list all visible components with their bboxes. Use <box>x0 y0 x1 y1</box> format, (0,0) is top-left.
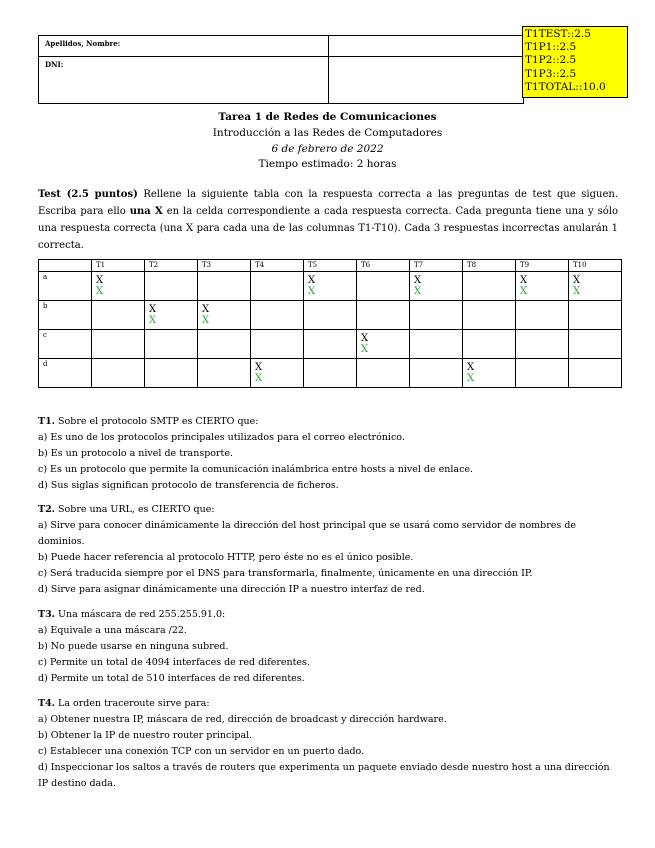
question-stem: Sobre una URL, es CIERTO que: <box>55 504 215 515</box>
correct-mark: X <box>467 373 475 384</box>
score-p1: T1P1::2.5 <box>525 41 577 54</box>
column-header: T10 <box>569 260 622 272</box>
dni-label: DNI: <box>39 57 329 104</box>
answer-cell[interactable] <box>410 272 463 301</box>
option-b: b) No puede usarse en ninguna subred. <box>38 641 229 652</box>
estimated-time: Tiempo estimado: 2 horas <box>258 158 397 170</box>
column-header: T3 <box>198 260 251 272</box>
document-subtitle: Introducción a las Redes de Computadores <box>212 127 443 139</box>
answer-mark: X <box>467 362 475 373</box>
document-title: Tarea 1 de Redes de Comunicaciones <box>218 111 437 123</box>
correct-mark: X <box>414 286 422 297</box>
answer-cell[interactable] <box>357 272 410 301</box>
answer-cell[interactable] <box>463 301 516 330</box>
answer-cell[interactable] <box>516 359 569 388</box>
answer-mark: X <box>520 275 528 286</box>
answer-cell[interactable] <box>304 272 357 301</box>
answer-cell[interactable] <box>463 272 516 301</box>
score-test: T1TEST::2.5 <box>525 28 591 40</box>
instructions-part1: Rellene la siguiente tabla con la respuesta correcta a las preguntas de test que siguen. Escriba para ello <box>38 189 618 217</box>
option-d: d) Sirve para asignar dinámicamente una dirección IP a nuestro interfaz de red. <box>38 584 425 595</box>
question-t2 <box>38 502 618 598</box>
correct-mark: X <box>308 286 316 297</box>
answer-mark: X <box>255 362 263 373</box>
answer-mark: X <box>414 275 422 286</box>
question-t1 <box>38 414 618 494</box>
answer-cell[interactable] <box>569 359 622 388</box>
column-header: T7 <box>410 260 463 272</box>
document-date: 6 de febrero de 2022 <box>271 143 384 155</box>
option-b: b) Obtener la IP de nuestro router principal. <box>38 730 253 741</box>
answer-cell[interactable] <box>145 272 198 301</box>
test-points: Test (2.5 puntos) <box>38 189 138 200</box>
score-p3: T1P3::2.5 <box>525 67 577 80</box>
answer-cell[interactable] <box>304 301 357 330</box>
answer-cell[interactable] <box>516 301 569 330</box>
option-c: c) Es un protocolo que permite la comunicación inalámbrica entre hosts a nivel de enlace. <box>38 464 474 475</box>
correct-mark: X <box>202 315 210 326</box>
correct-mark: X <box>520 286 528 297</box>
answer-cell[interactable] <box>92 301 145 330</box>
question-id: T1. <box>38 416 55 427</box>
answer-cell[interactable] <box>569 272 622 301</box>
answer-cell[interactable] <box>251 359 304 388</box>
question-stem: Una máscara de red 255.255.91.0: <box>55 609 226 620</box>
instructions-part2: en la celda correspondiente a cada respuesta correcta. Cada pregunta tiene una y sólo una respuesta correcta (una X para cada una de las columnas T1-T10). Cada 3 respuestas incorrectas anularán 1 correcta. <box>38 206 618 251</box>
question-id: T2. <box>38 504 55 515</box>
answer-cell[interactable] <box>198 301 251 330</box>
column-header: T4 <box>251 260 304 272</box>
answer-cell[interactable] <box>357 301 410 330</box>
option-d: d) Permite un total de 510 interfaces de red diferentes. <box>38 673 305 684</box>
answer-table <box>38 259 622 388</box>
score-box <box>522 26 628 98</box>
answer-cell[interactable] <box>92 330 145 359</box>
answer-cell[interactable] <box>198 272 251 301</box>
row-label: a <box>39 272 92 301</box>
correct-mark: X <box>573 286 581 297</box>
correct-mark: X <box>149 315 157 326</box>
name-field[interactable] <box>329 36 524 57</box>
answer-cell[interactable] <box>516 272 569 301</box>
correct-mark: X <box>361 344 369 355</box>
question-id: T3. <box>38 609 55 620</box>
answer-cell[interactable] <box>198 330 251 359</box>
answer-cell[interactable] <box>410 330 463 359</box>
answer-mark: X <box>361 333 369 344</box>
option-a: a) Obtener nuestra IP, máscara de red, dirección de broadcast y dirección hardware. <box>38 714 447 725</box>
answer-cell[interactable] <box>410 301 463 330</box>
answer-cell[interactable] <box>251 301 304 330</box>
column-header: T1 <box>92 260 145 272</box>
option-a: a) Es uno de los protocolos principales utilizados para el correo electrónico. <box>38 432 405 443</box>
option-a: a) Sirve para conocer dinámicamente la dirección del host principal que se usará como servidor de nombres de dominios. <box>38 520 577 547</box>
test-instructions <box>38 186 618 254</box>
correct-mark: X <box>96 286 104 297</box>
corner-cell <box>39 260 92 272</box>
dni-field[interactable] <box>329 57 524 104</box>
answer-cell[interactable] <box>304 330 357 359</box>
answer-mark: X <box>308 275 316 286</box>
answer-cell[interactable] <box>145 330 198 359</box>
option-b: b) Puede hacer referencia al protocolo HTTP, pero éste no es el único posible. <box>38 552 414 563</box>
answer-cell[interactable] <box>357 330 410 359</box>
answer-cell[interactable] <box>357 359 410 388</box>
score-total: T1TOTAL::10.0 <box>525 80 606 93</box>
answer-cell[interactable] <box>569 330 622 359</box>
answer-cell[interactable] <box>251 272 304 301</box>
option-c: c) Será traducida siempre por el DNS para transformarla, finalmente, únicamente en una dirección IP. <box>38 568 533 579</box>
answer-cell[interactable] <box>463 359 516 388</box>
option-d: d) Sus siglas significan protocolo de transferencia de ficheros. <box>38 480 339 491</box>
row-label: b <box>39 301 92 330</box>
column-header: T8 <box>463 260 516 272</box>
option-a: a) Equivale a una máscara /22. <box>38 625 187 636</box>
column-header: T5 <box>304 260 357 272</box>
row-label: c <box>39 330 92 359</box>
instructions-una-x: una X <box>129 206 163 217</box>
column-header: T6 <box>357 260 410 272</box>
answer-cell[interactable] <box>92 272 145 301</box>
column-header: T9 <box>516 260 569 272</box>
answer-mark: X <box>573 275 581 286</box>
answer-mark: X <box>96 275 104 286</box>
answer-cell[interactable] <box>145 359 198 388</box>
column-header: T2 <box>145 260 198 272</box>
option-c: c) Establecer una conexión TCP con un servidor en un puerto dado. <box>38 746 365 757</box>
correct-mark: X <box>255 373 263 384</box>
option-c: c) Permite un total de 4094 interfaces de red diferentes. <box>38 657 310 668</box>
option-d: d) Inspeccionar los saltos a través de routers que experimenta un paquete enviado desde nuestro host a una dirección IP destino dada. <box>38 762 610 789</box>
answer-cell[interactable] <box>569 301 622 330</box>
question-t3 <box>38 607 618 687</box>
question-t4 <box>38 696 618 792</box>
answer-cell[interactable] <box>410 359 463 388</box>
score-p2: T1P2::2.5 <box>525 54 577 67</box>
answer-cell[interactable] <box>463 330 516 359</box>
answer-cell[interactable] <box>198 359 251 388</box>
answer-mark: X <box>149 304 157 315</box>
identity-table <box>38 35 524 104</box>
option-b: b) Es un protocolo a nivel de transporte. <box>38 448 234 459</box>
question-stem: Sobre el protocolo SMTP es CIERTO que: <box>55 416 259 427</box>
answer-cell[interactable] <box>92 359 145 388</box>
answer-cell[interactable] <box>304 359 357 388</box>
answer-cell[interactable] <box>145 301 198 330</box>
answer-cell[interactable] <box>251 330 304 359</box>
row-label: d <box>39 359 92 388</box>
answer-cell[interactable] <box>516 330 569 359</box>
answer-mark: X <box>202 304 210 315</box>
name-label: Apellidos, Nombre: <box>39 36 329 57</box>
question-stem: La orden traceroute sirve para: <box>55 698 210 709</box>
question-id: T4. <box>38 698 55 709</box>
